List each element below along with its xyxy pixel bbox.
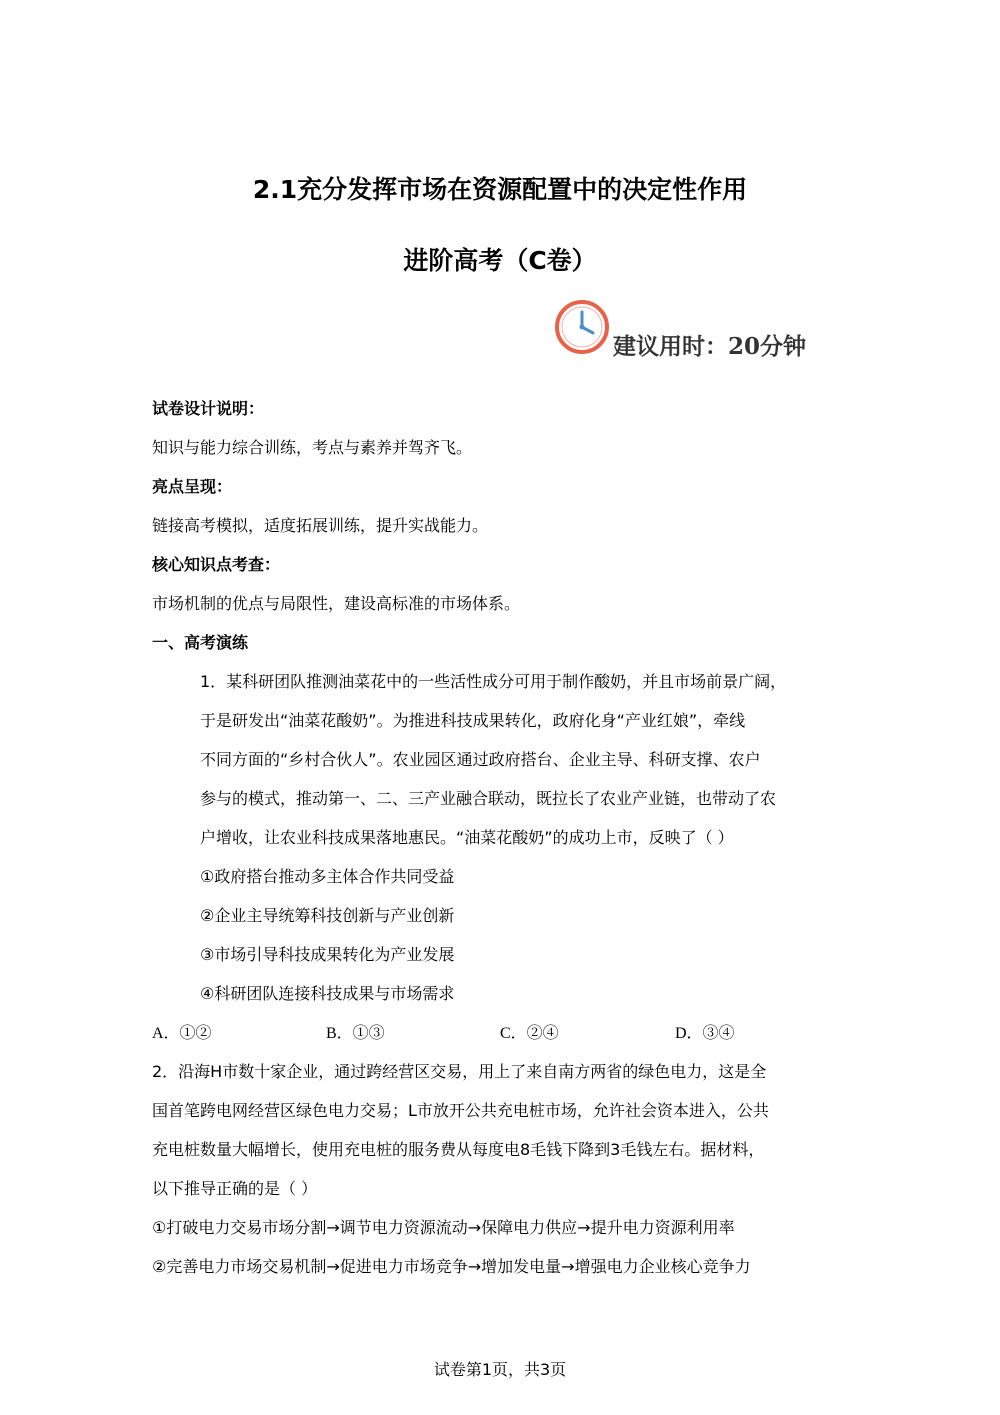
question-2-statement: ②完善电力市场交易机制→促进电力市场竞争→增加发电量→增强电力企业核心竞争力 — [152, 1257, 751, 1276]
core-text: 市场机制的优点与局限性，建设高标准的市场体系。 — [152, 594, 521, 613]
design-label: 试卷设计说明： — [152, 399, 265, 418]
page-subtitle: 进阶高考（C卷） — [403, 246, 597, 275]
page-title: 2.1充分发挥市场在资源配置中的决定性作用 — [252, 175, 748, 204]
question-1-line: 不同方面的“乡村合伙人”。农业园区通过政府搭台、企业主导、科研支撑、农户 — [200, 750, 761, 769]
design-text: 知识与能力综合训练，考点与素养并驾齐飞。 — [152, 438, 473, 457]
suggested-time-text: 建议用时：20分钟 — [613, 333, 807, 360]
question-1-statement: ②企业主导统筹科技创新与产业创新 — [200, 906, 455, 925]
option-c[interactable]: C．②④ — [500, 1025, 559, 1042]
highlight-text: 链接高考模拟，适度拓展训练，提升实战能力。 — [152, 516, 489, 535]
question-2-line: 以下推导正确的是（ ） — [152, 1179, 318, 1198]
question-2-line: 充电桩数量大幅增长，使用充电桩的服务费从每度电8毛钱下降到3毛钱左右。据材料， — [152, 1140, 765, 1159]
question-1-line: 参与的模式，推动第一、二、三产业融合联动，既拉长了农业产业链，也带动了农 — [200, 789, 777, 808]
question-1-statement: ④科研团队连接科技成果与市场需求 — [200, 984, 455, 1003]
question-2-line: 国首笔跨电网经营区绿色电力交易；L市放开公共充电桩市场，允许社会资本进入，公共 — [152, 1101, 769, 1120]
question-1-line: 户增收，让农业科技成果落地惠民。“油菜花酸奶”的成功上市，反映了（ ） — [200, 828, 734, 847]
section-heading: 一、高考演练 — [152, 633, 249, 652]
question-1-line: 1．某科研团队推测油菜花中的一些活性成分可用于制作酸奶，并且市场前景广阔， — [200, 672, 787, 691]
highlight-label: 亮点呈现： — [152, 477, 233, 496]
core-label: 核心知识点考查： — [152, 555, 281, 574]
question-1-statement: ③市场引导科技成果转化为产业发展 — [200, 945, 455, 964]
question-2-statement: ①打破电力交易市场分割→调节电力资源流动→保障电力供应→提升电力资源利用率 — [152, 1218, 735, 1237]
page-footer: 试卷第1页，共3页 — [433, 1360, 567, 1379]
question-1-line: 于是研发出“油菜花酸奶”。为推进科技成果转化，政府化身“产业红娘”，牵线 — [200, 711, 746, 730]
option-d[interactable]: D．③④ — [675, 1025, 735, 1042]
option-b[interactable]: B．①③ — [326, 1025, 385, 1042]
option-a[interactable]: A．①② — [152, 1025, 212, 1042]
question-2-line: 2．沿海H市数十家企业，通过跨经营区交易，用上了来自南方两省的绿色电力，这是全 — [152, 1062, 767, 1081]
clock-icon — [553, 298, 611, 356]
question-1-statement: ①政府搭台推动多主体合作共同受益 — [200, 867, 455, 886]
